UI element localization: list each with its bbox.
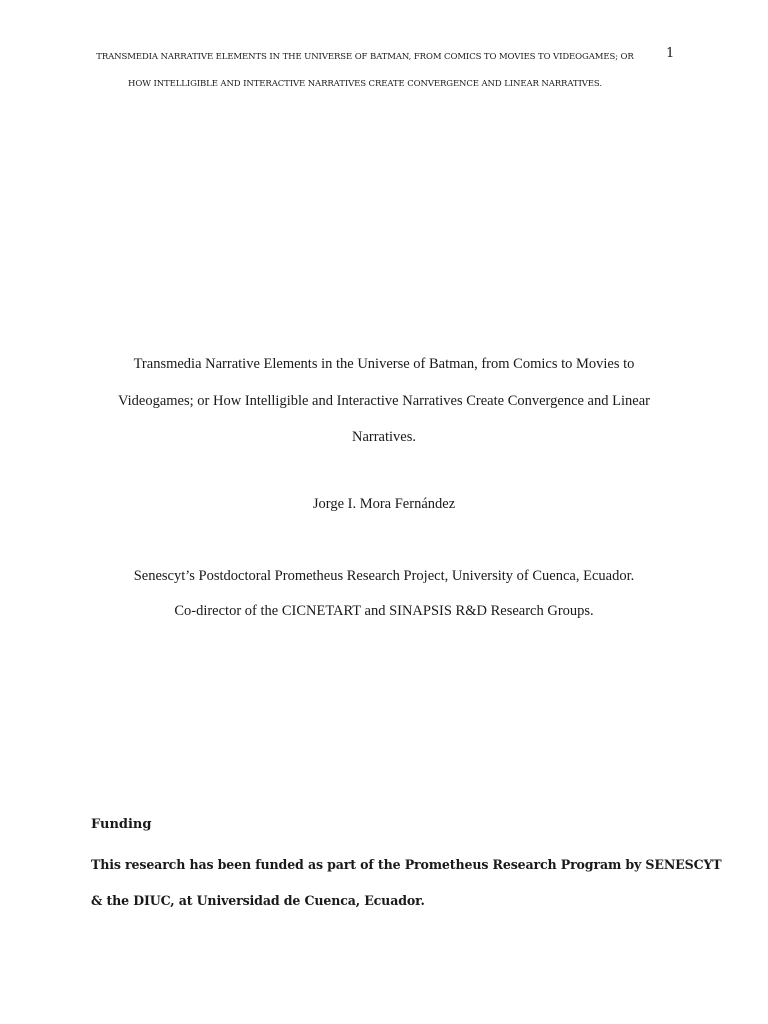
funding-statement-line-2: & the DIUC, at Universidad de Cuenca, Ecuador. bbox=[91, 893, 425, 908]
paper-title-line-3: Narratives. bbox=[351, 429, 416, 445]
funding-statement-line-1: This research has been funded as part of the Prometheus Research Program by SENESCYT bbox=[91, 857, 722, 872]
paper-title-line-2: Videogames; or How Intelligible and Interactive Narratives Create Convergence and Linear bbox=[118, 392, 650, 409]
author-affiliation-2: Co-director of the CICNETART and SINAPSIS R&D Research Groups. bbox=[174, 603, 594, 619]
funding-heading: Funding bbox=[91, 817, 152, 832]
paper-title-line-1: Transmedia Narrative Elements in the Universe of Batman, from Comics to Movies to bbox=[133, 356, 635, 372]
running-head-line-1: TRANSMEDIA NARRATIVE ELEMENTS IN THE UNIVERSE OF BATMAN, FROM COMICS TO MOVIES TO VIDEOGAMES; OR bbox=[96, 52, 634, 62]
running-head bbox=[70, 44, 660, 98]
funding-statement bbox=[91, 847, 722, 919]
running-head-line-2: HOW INTELLIGIBLE AND INTERACTIVE NARRATIVES CREATE CONVERGENCE AND LINEAR NARRATIVES. bbox=[128, 79, 602, 89]
author-name: Jorge I. Mora Fernández bbox=[312, 496, 456, 512]
author-affiliation-1: Senescyt’s Postdoctoral Prometheus Research Project, University of Cuenca, Ecuador. bbox=[133, 568, 635, 584]
page-number: 1 bbox=[666, 46, 675, 61]
paper-title bbox=[90, 346, 678, 456]
